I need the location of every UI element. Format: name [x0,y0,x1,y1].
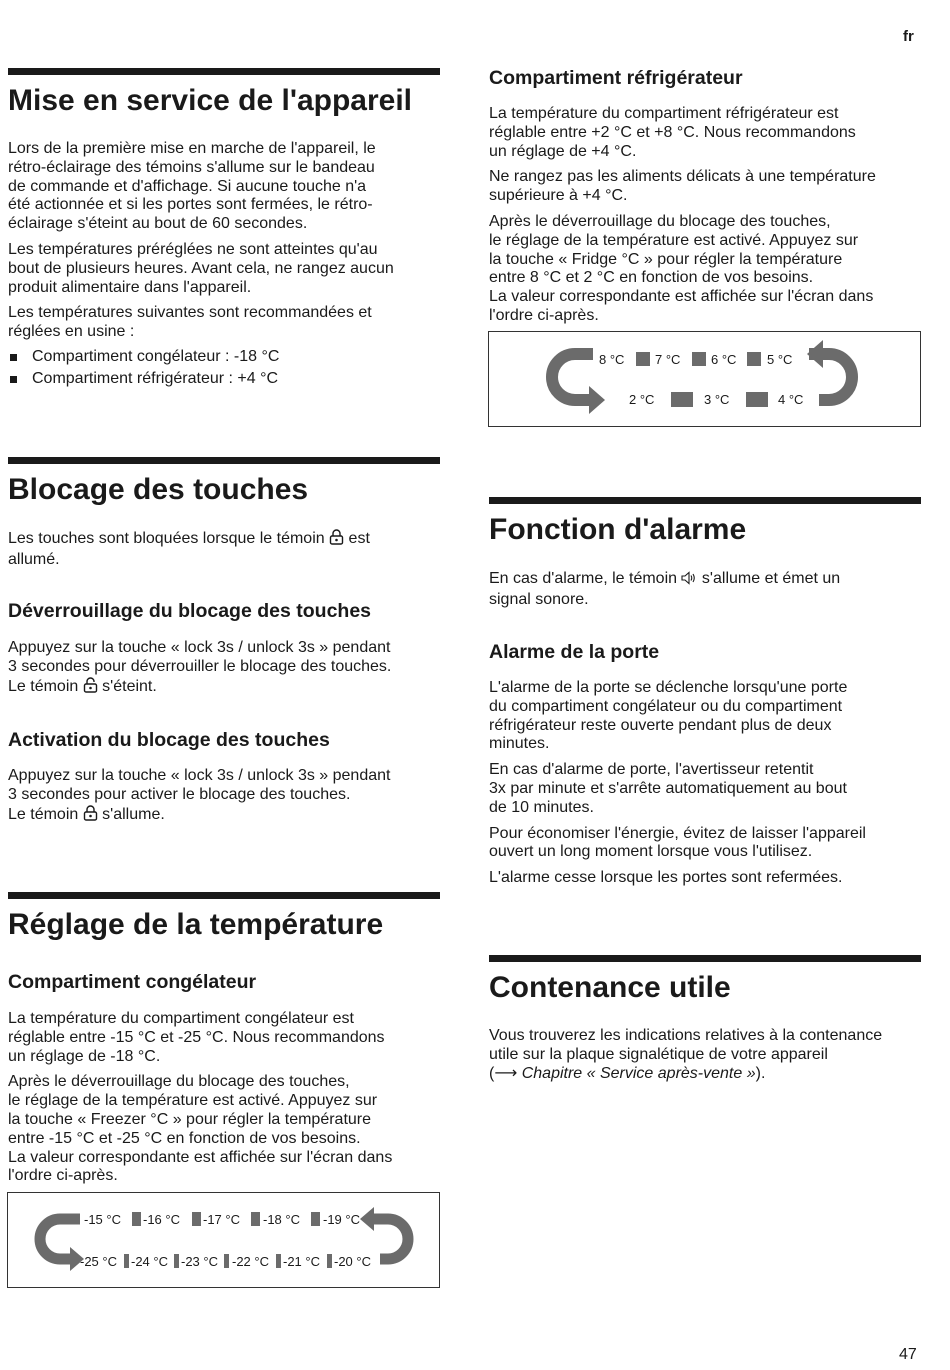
subsection-heading: Alarme de la porte [489,641,660,663]
display-value: -21 °C [283,1254,320,1269]
section-title: Mise en service de l'appareil [8,84,413,117]
display-value: 4 °C [778,392,804,407]
subsection-heading: Activation du blocage des touches [8,729,330,751]
section-rule [8,457,440,464]
display-value: 5 °C [767,352,793,367]
fridge-body [489,105,921,333]
cycle-arrow-right-icon [360,1207,408,1259]
lock-icon [83,805,98,827]
section-rule [489,497,921,504]
page-number: 47 [899,1346,917,1363]
paragraph: L'alarme de la porte se déclenche lorsqu'une porte du compartiment congélateur ou du compartiment réfrigérateur reste ouverte pendant plus de deux minutes. [489,679,848,753]
separator-block [192,1212,201,1226]
paragraph: Les touches sont bloquées lorsque le témoin est allumé. [8,530,370,568]
section-title: Blocage des touches [8,473,309,506]
fridge-subsection [489,66,921,90]
display-value: -24 °C [131,1254,168,1269]
display-value: 8 °C [599,352,625,367]
separator-block [311,1212,320,1226]
contenance-body [489,1027,921,1090]
separator-block [276,1254,281,1268]
paragraph: Après le déverrouillage du blocage des touches, le réglage de la température est activé. Appuyez sur la touche « Freezer °C » pour régler la température entre -15 °C et -25 °C en fonction de vos besoins. La valeur correspondante est affichée sur l'écran dans l'ordre ci-après. [8,1073,393,1185]
display-value: -22 °C [232,1254,269,1269]
cycle-arrow-right-icon [807,340,852,400]
section-title: Contenance utile [489,971,731,1004]
separator-block [124,1254,129,1268]
lock-subsection [8,728,440,752]
speaker-icon [681,571,697,591]
paragraph: Lors de la première mise en marche de l'appareil, le rétro-éclairage des témoins s'allume sur le bandeau de commande et d'affichage. Si aucune touche n'a été actionnée et si les portes sont fermées, le rétro- éclairage s'éteint au bout de 60 secondes. [8,140,376,233]
list-item: Compartiment réfrigérateur : +4 °C [8,368,440,390]
paragraph: Pour économiser l'énergie, évitez de laisser l'appareil ouvert un long moment lorsque vous l'utilisez. [489,824,866,861]
section-rule [8,892,440,899]
display-value: 6 °C [711,352,737,367]
unlock-body [8,639,440,705]
arrow-icon: ⟶ [494,1064,518,1082]
section-title: Fonction d'alarme [489,513,747,546]
separator-block [327,1254,332,1268]
paragraph: Ne rangez pas les aliments délicats à une température supérieure à +4 °C. [489,168,876,205]
separator-block [692,352,706,366]
section-rule [8,68,440,75]
paragraph: Les températures préréglées ne sont atteintes qu'au bout de plusieurs heures. Avant cela, ne rangez aucun produit alimentaire dans l'appareil. [8,240,394,296]
paragraph: Vous trouverez les indications relatives à la contenance utile sur la plaque signalétique de votre appareil (⟶ Chapitre « Service après-vente »). [489,1027,883,1082]
separator-block [636,352,650,366]
separator-block [224,1254,229,1268]
separator-block [251,1212,260,1226]
alarme-body [489,570,921,617]
subsection-heading: Déverrouillage du blocage des touches [8,600,372,622]
separator-block [747,352,761,366]
lock-body [8,767,440,833]
display-value: -18 °C [263,1212,300,1227]
paragraph: La température du compartiment réfrigérateur est réglable entre +2 °C et +8 °C. Nous recommandons un réglage de +4 °C. [489,105,856,160]
paragraph: Appuyez sur la touche « lock 3s / unlock 3s » pendant 3 secondes pour déverrouiller le blocage des touches. Le témoin s'éteint. [8,639,440,698]
chapter-reference-link[interactable]: Chapitre « Service après-vente » [517,1064,756,1082]
paragraph: Les températures suivantes sont recommandées et réglées en usine : [8,304,372,341]
paragraph: En cas d'alarme de porte, l'avertisseur retentit 3x par minute et s'arrête automatiquement au bout de 10 minutes. [489,761,847,816]
paragraph: Appuyez sur la touche « lock 3s / unlock 3s » pendant 3 secondes pour activer le blocage des touches. Le témoin s'allume. [8,767,440,826]
door-alarm-subsection [489,640,921,664]
unlock-subsection [8,599,440,623]
paragraph: L'alarme cesse lorsque les portes sont refermées. [489,869,843,887]
blocage-body [8,529,440,577]
section-title: Réglage de la température [8,908,384,941]
paragraph: La température du compartiment congélateur est réglable entre -15 °C et -25 °C. Nous recommandons un réglage de -18 °C. [8,1010,385,1065]
display-value: 3 °C [704,392,730,407]
list-item: Compartiment congélateur : -18 °C [8,346,440,368]
display-value: -17 °C [203,1212,240,1227]
section-rule [489,955,921,962]
section-mise-en-service [8,68,440,119]
fridge-temperature-sequence-diagram [488,331,921,427]
section-alarme [489,497,921,548]
cycle-arrow-left-icon [552,354,605,414]
paragraph: Après le déverrouillage du blocage des touches, le réglage de la température est activé. Appuyez sur la touche « Fridge °C » pour régler la température entre 8 °C et 2 °C en fonction de vos besoins. La valeur correspondante est affichée sur l'écran dans l'ordre ci-après. [489,212,874,324]
display-value: -15 °C [84,1212,121,1227]
mise-en-service-body [8,140,440,390]
separator-block [746,392,768,407]
language-label: fr [903,28,914,45]
separator-block [174,1254,179,1268]
display-value: -19 °C [323,1212,360,1227]
paragraph: En cas d'alarme, le témoin s'allume et émet un signal sonore. [489,570,841,608]
lock-icon [329,529,344,551]
display-value: 2 °C [629,392,655,407]
display-value: -20 °C [334,1254,371,1269]
display-value: -16 °C [143,1212,180,1227]
freezer-body [8,1010,440,1193]
door-alarm-body [489,679,921,895]
section-contenance [489,955,921,1006]
freezer-subsection [8,970,440,994]
recommended-temperatures-list [8,346,440,390]
section-blocage [8,457,440,508]
freezer-temperature-sequence-diagram [7,1192,440,1288]
display-value: 7 °C [655,352,681,367]
subsection-heading: Compartiment réfrigérateur [489,67,743,89]
unlock-icon [83,677,98,699]
subsection-heading: Compartiment congélateur [8,971,257,993]
separator-block [132,1212,141,1226]
display-value: -23 °C [181,1254,218,1269]
section-reglage [8,892,440,943]
display-value: -25 °C [80,1254,117,1269]
separator-block [671,392,693,407]
cycle-arrow-left-icon [40,1219,84,1271]
